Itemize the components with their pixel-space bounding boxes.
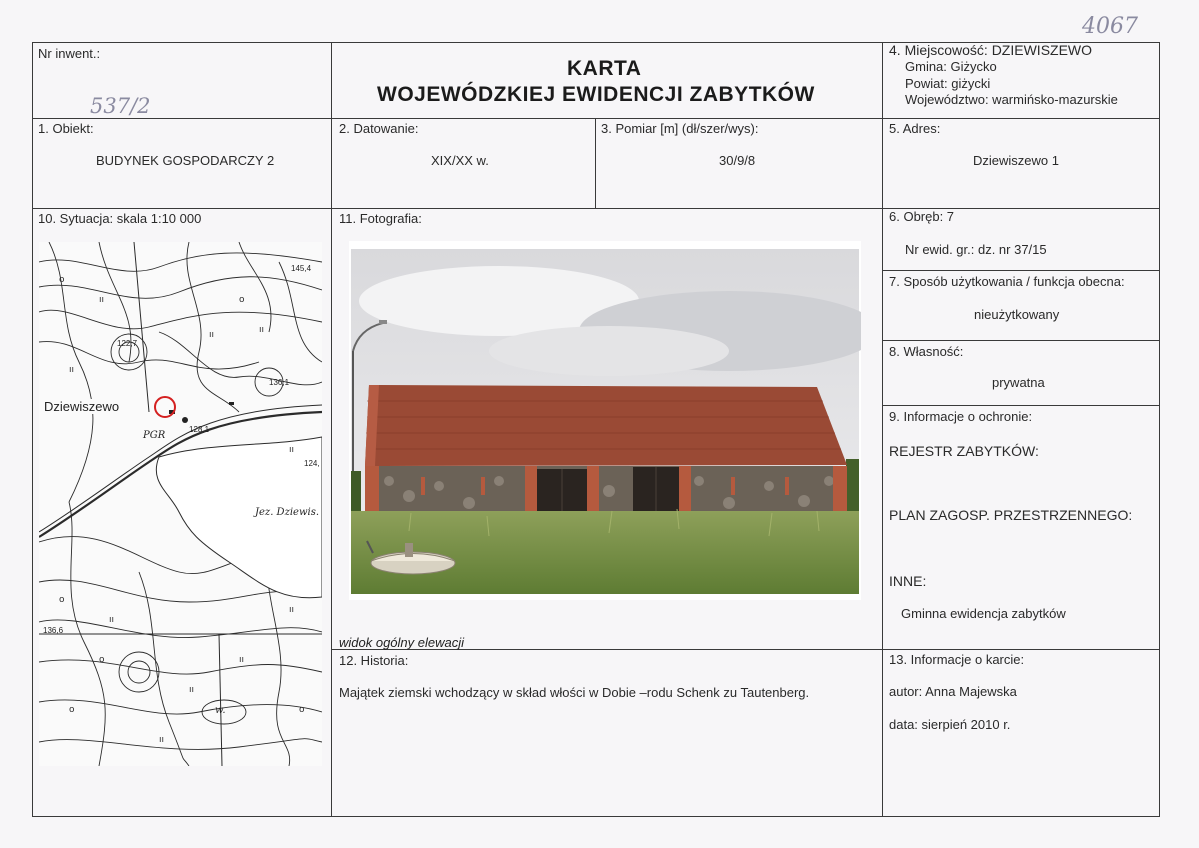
map-place-label: Dziewiszewo bbox=[44, 399, 120, 414]
inne-value: Gminna ewidencja zabytków bbox=[901, 606, 1066, 621]
svg-text:ıı: ıı bbox=[69, 365, 75, 375]
obiekt-label: 1. Obiekt: bbox=[38, 121, 94, 136]
svg-text:ıı: ıı bbox=[289, 445, 295, 455]
wlasnosc-label: 8. Własność: bbox=[889, 344, 964, 359]
svg-text:o: o bbox=[69, 705, 75, 715]
karta-autor: autor: Anna Majewska bbox=[889, 684, 1017, 699]
plan-label: PLAN ZAGOSP. PRZESTRZENNEGO: bbox=[889, 507, 1133, 523]
historia-label: 12. Historia: bbox=[339, 653, 409, 668]
adres-value: Dziewiszewo 1 bbox=[973, 153, 1059, 168]
map-height-5: 124, bbox=[304, 459, 320, 468]
inventory-number-handwritten: 537/2 bbox=[90, 94, 151, 118]
svg-text:ıı: ıı bbox=[109, 615, 115, 625]
obiekt-value: BUDYNEK GOSPODARCZY 2 bbox=[96, 153, 275, 168]
svg-text:ıı: ıı bbox=[239, 655, 245, 665]
photo-caption: widok ogólny elewacji bbox=[339, 635, 465, 650]
powiat-value: Powiat: giżycki bbox=[905, 76, 991, 91]
datowanie-value: XIX/XX w. bbox=[431, 153, 489, 168]
historia-text: Majątek ziemski wchodzący w skład włości w Dobie –rodu Schenk zu Tautenberg. bbox=[339, 685, 810, 700]
svg-text:ıı: ıı bbox=[259, 325, 265, 335]
map-height-4: 128,1 bbox=[189, 425, 210, 434]
map-height-2: 122,7 bbox=[117, 339, 138, 348]
gmina-value: Gmina: Giżycko bbox=[905, 59, 997, 74]
svg-text:o: o bbox=[59, 595, 65, 605]
svg-text:o: o bbox=[299, 705, 305, 715]
map-height-6: 136,6 bbox=[43, 626, 64, 635]
inne-label: INNE: bbox=[889, 573, 927, 589]
sytuacja-label: 10. Sytuacja: skala 1:10 000 bbox=[38, 211, 202, 226]
building-photo bbox=[349, 241, 861, 600]
wojewodztwo-value: Województwo: warmińsko-mazurskie bbox=[905, 92, 1118, 107]
datowanie-label: 2. Datowanie: bbox=[339, 121, 419, 136]
rejestr-label: REJESTR ZABYTKÓW: bbox=[889, 443, 1039, 459]
pomiar-label: 3. Pomiar [m] (dł/szer/wys): bbox=[601, 121, 759, 136]
fotografia-label: 11. Fotografia: bbox=[339, 211, 422, 226]
svg-text:o: o bbox=[99, 655, 105, 665]
topographic-map-graphic bbox=[39, 242, 322, 766]
svg-text:ıı: ıı bbox=[99, 295, 105, 305]
map-w-label: w. bbox=[215, 705, 226, 716]
pomiar-value: 30/9/8 bbox=[719, 153, 756, 168]
sposob-value: nieużytkowany bbox=[974, 307, 1060, 322]
svg-text:ıı: ıı bbox=[189, 685, 195, 695]
svg-text:o: o bbox=[59, 275, 65, 285]
map-height-3: 136,1 bbox=[269, 378, 290, 387]
map-lake-label: Jez. Dziewis. bbox=[255, 507, 320, 518]
svg-text:o: o bbox=[239, 295, 245, 305]
obreb-number: Nr ewid. gr.: dz. nr 37/15 bbox=[905, 242, 1047, 257]
ochrona-label: 9. Informacje o ochronie: bbox=[889, 409, 1033, 424]
barn-photo-graphic bbox=[349, 241, 861, 600]
card-title-sub: WOJEWÓDZKIEJ EWIDENCJI ZABYTKÓW bbox=[377, 83, 815, 106]
sposob-label: 7. Sposób użytkowania / funkcja obecna: bbox=[889, 274, 1125, 289]
map-height-1: 145,4 bbox=[291, 264, 312, 273]
catalog-number-handwritten: 4067 bbox=[1082, 14, 1138, 39]
situation-map bbox=[39, 242, 322, 766]
svg-text:ıı: ıı bbox=[159, 735, 165, 745]
inventory-label: Nr inwent.: bbox=[38, 46, 101, 61]
karta-label: 13. Informacje o karcie: bbox=[889, 652, 1025, 667]
karta-data: data: sierpień 2010 r. bbox=[889, 717, 1011, 732]
wlasnosc-value: prywatna bbox=[992, 375, 1045, 390]
location-label: 4. Miejscowość: DZIEWISZEWO bbox=[889, 42, 1093, 58]
svg-text:ıı: ıı bbox=[289, 605, 295, 615]
svg-text:ıı: ıı bbox=[209, 330, 215, 340]
obreb-label: 6. Obręb: 7 bbox=[889, 209, 955, 224]
card-title: KARTA bbox=[567, 57, 642, 80]
adres-label: 5. Adres: bbox=[889, 121, 941, 136]
map-pgr-label: PGR bbox=[143, 430, 166, 441]
